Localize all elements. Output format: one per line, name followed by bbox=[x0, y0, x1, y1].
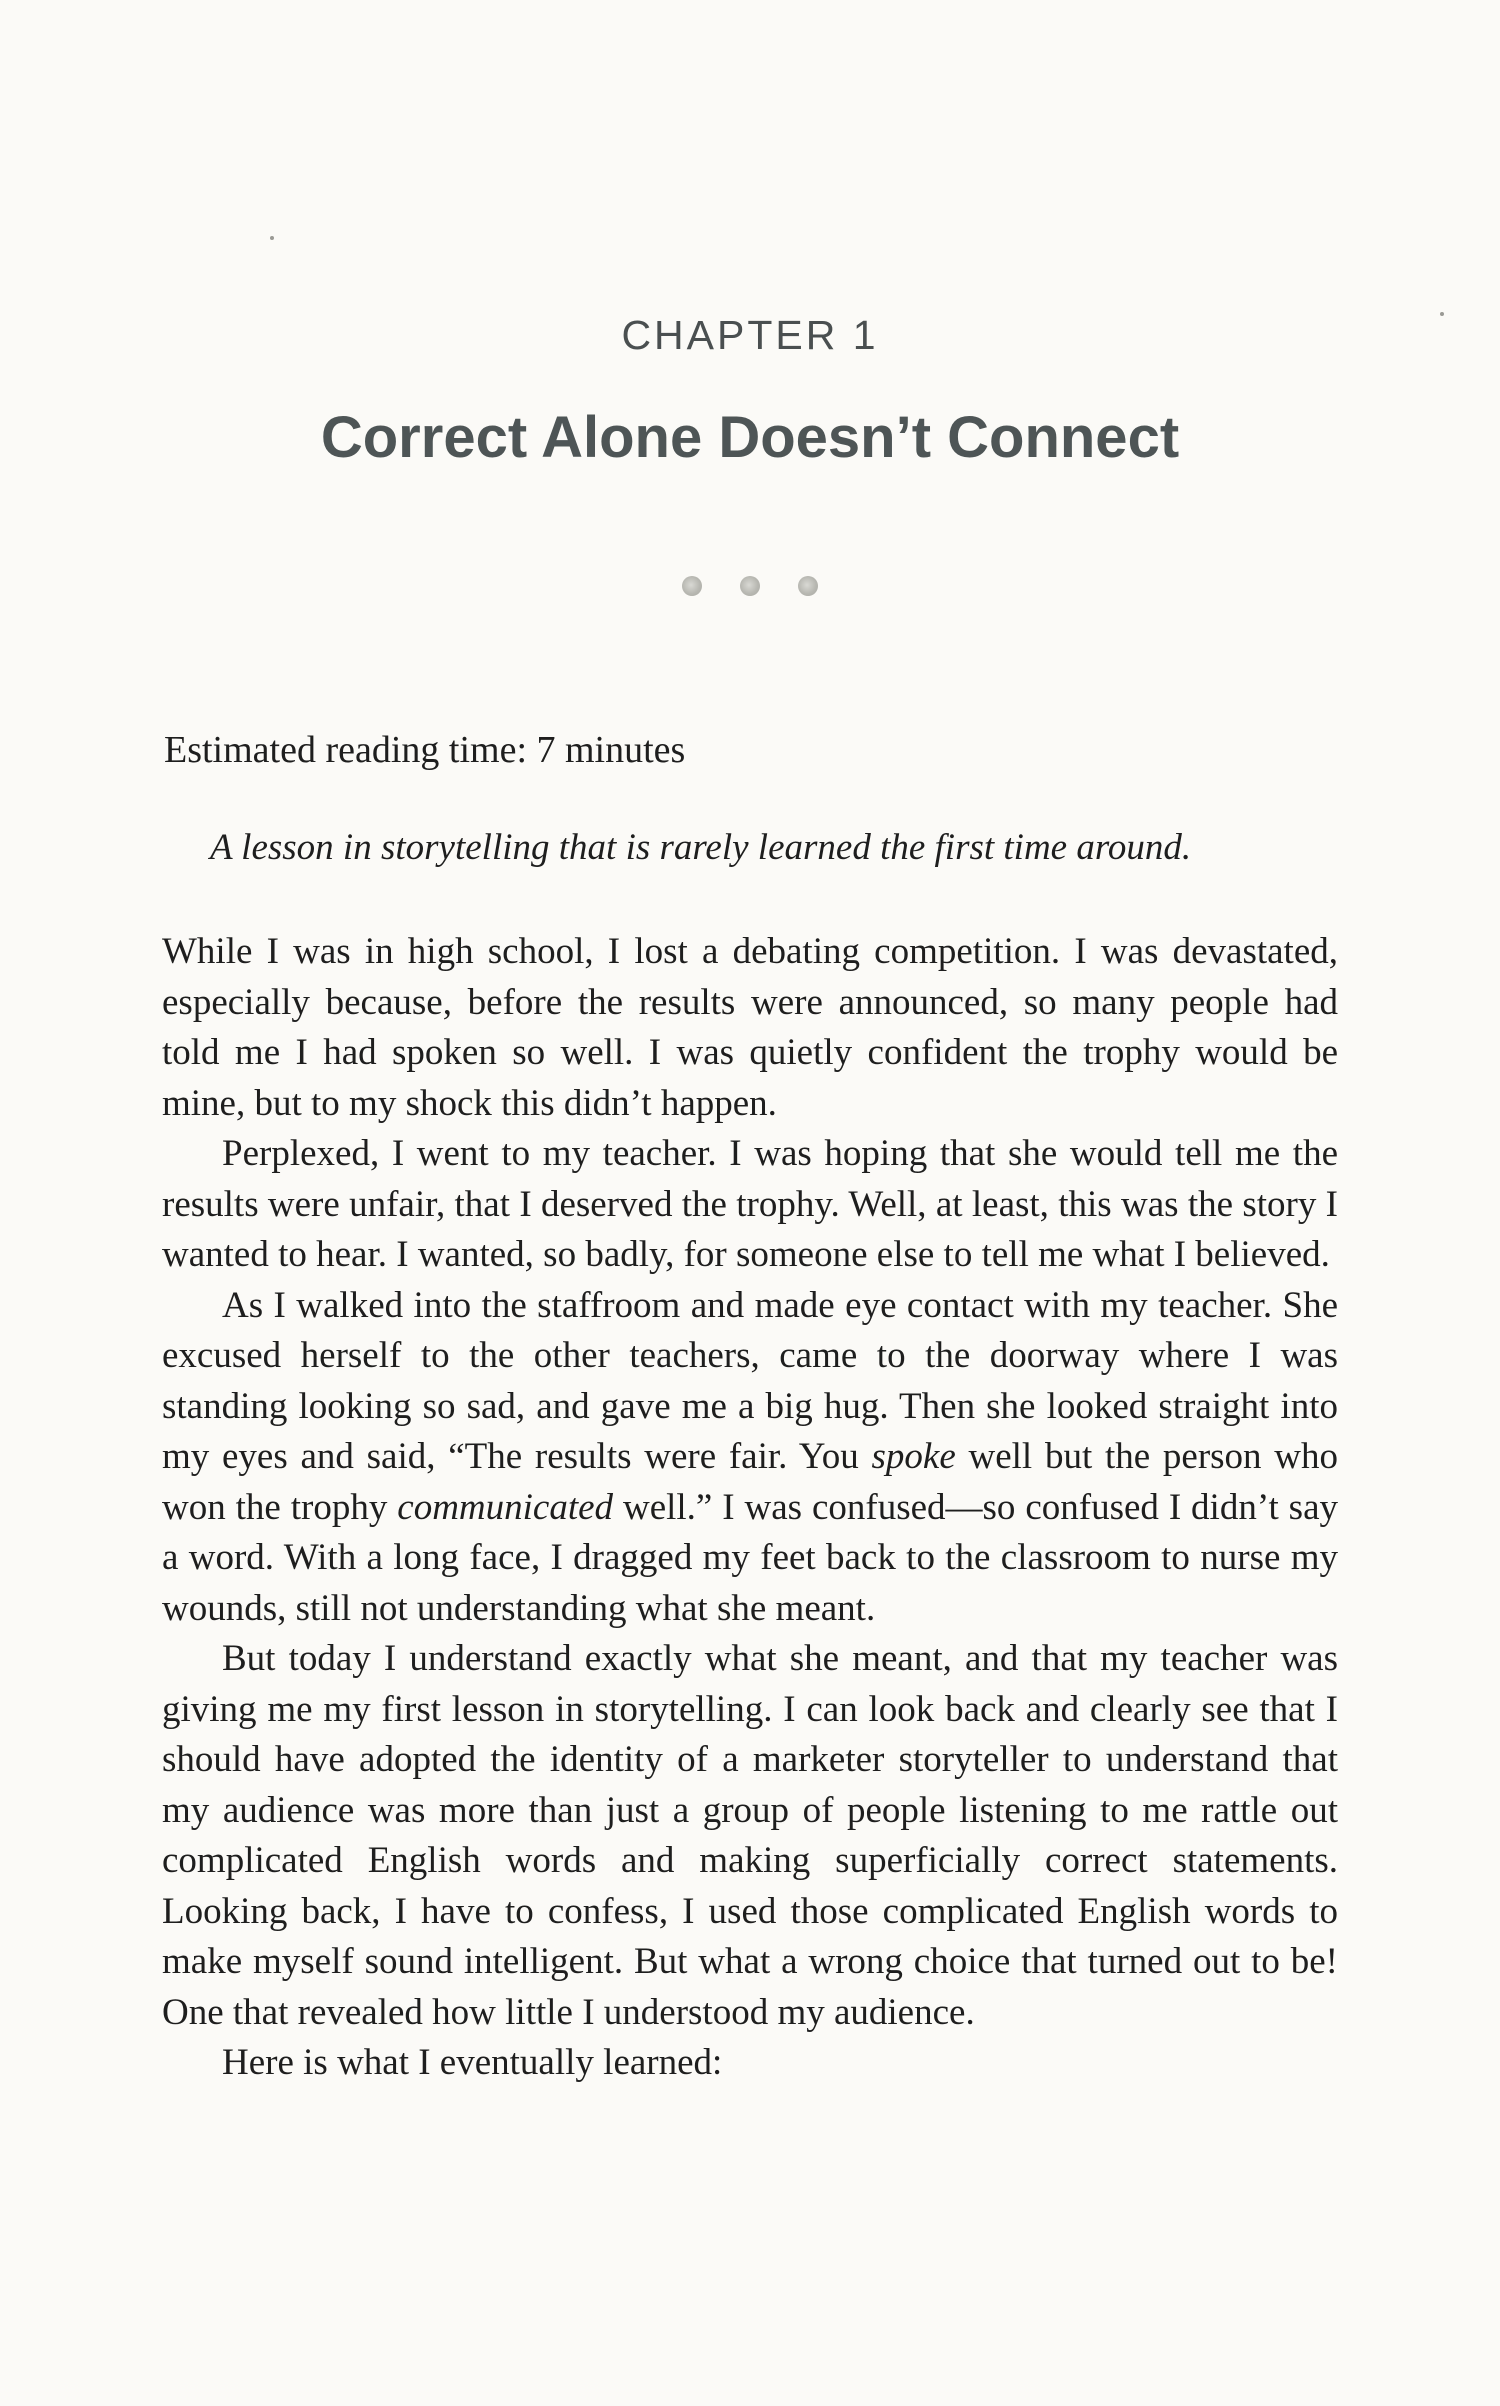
chapter-label: CHAPTER 1 bbox=[621, 312, 879, 358]
section-ornament bbox=[676, 572, 826, 602]
paragraph-3-text: well.” I was confused—so confused I didn’t say a word. With a long face, I dragged my feet back to the classroom to nurse my wounds, still not understanding what she meant. bbox=[162, 1486, 1339, 1629]
epigraph: A lesson in storytelling that is rarely learned the first time around. bbox=[210, 827, 1192, 868]
emphasis-spoke: spoke bbox=[871, 1436, 956, 1477]
ornament-dot-icon bbox=[682, 576, 702, 596]
paragraph-3-text: As I walked into the staffroom and made eye contact with my teacher. She excused herself to the other teachers, came to the doorway where I was standing looking so sad, and gave me a big hug. Then she looked straight into my eyes and said, “The results were fair. You bbox=[162, 1284, 1338, 1477]
paragraph-3 bbox=[162, 1281, 1338, 1635]
paragraph-2: Perplexed, I went to my teacher. I was hoping that she would tell me the results were unfair, that I deserved the trophy. Well, at least, this was the story I wanted to hear. I wanted, so badly, for someone else to tell me what I believed. bbox=[162, 1133, 1338, 1275]
paragraph-5: Here is what I eventually learned: bbox=[222, 2042, 723, 2083]
reading-time: Estimated reading time: 7 minutes bbox=[164, 729, 686, 771]
paragraph-1: While I was in high school, I lost a debating competition. I was devastated, especially because, before the results were announced, so many people had told me I had spoken so well. I was quietly confident the trophy would be mine, but to my shock this didn’t happen. bbox=[162, 931, 1338, 1124]
ornament-dot-icon bbox=[740, 576, 760, 596]
emphasis-communicated: communicated bbox=[397, 1486, 614, 1528]
paragraph-3-text: well but the person who won the trophy bbox=[162, 1436, 1338, 1528]
body-text bbox=[162, 927, 1338, 2089]
scan-speck bbox=[270, 236, 274, 240]
chapter-title: Correct Alone Doesn’t Connect bbox=[320, 405, 1180, 470]
paragraph-4: But today I understand exactly what she meant, and that my teacher was giving me my first lesson in storytelling. I can look back and clearly see that I should have adopted the identity of a marketer storyteller to understand that my audience was more than just a group of people listening to me rattle out complicated English words and making superficially correct statements. Looking back, I have to confess, I used those complicated English words to make myself sound intelligent. But what a wrong choice that turned out to be! One that revealed how little I understood my audience. bbox=[162, 1638, 1338, 2033]
scan-speck bbox=[1440, 312, 1444, 316]
ornament-dot-icon bbox=[798, 576, 818, 596]
